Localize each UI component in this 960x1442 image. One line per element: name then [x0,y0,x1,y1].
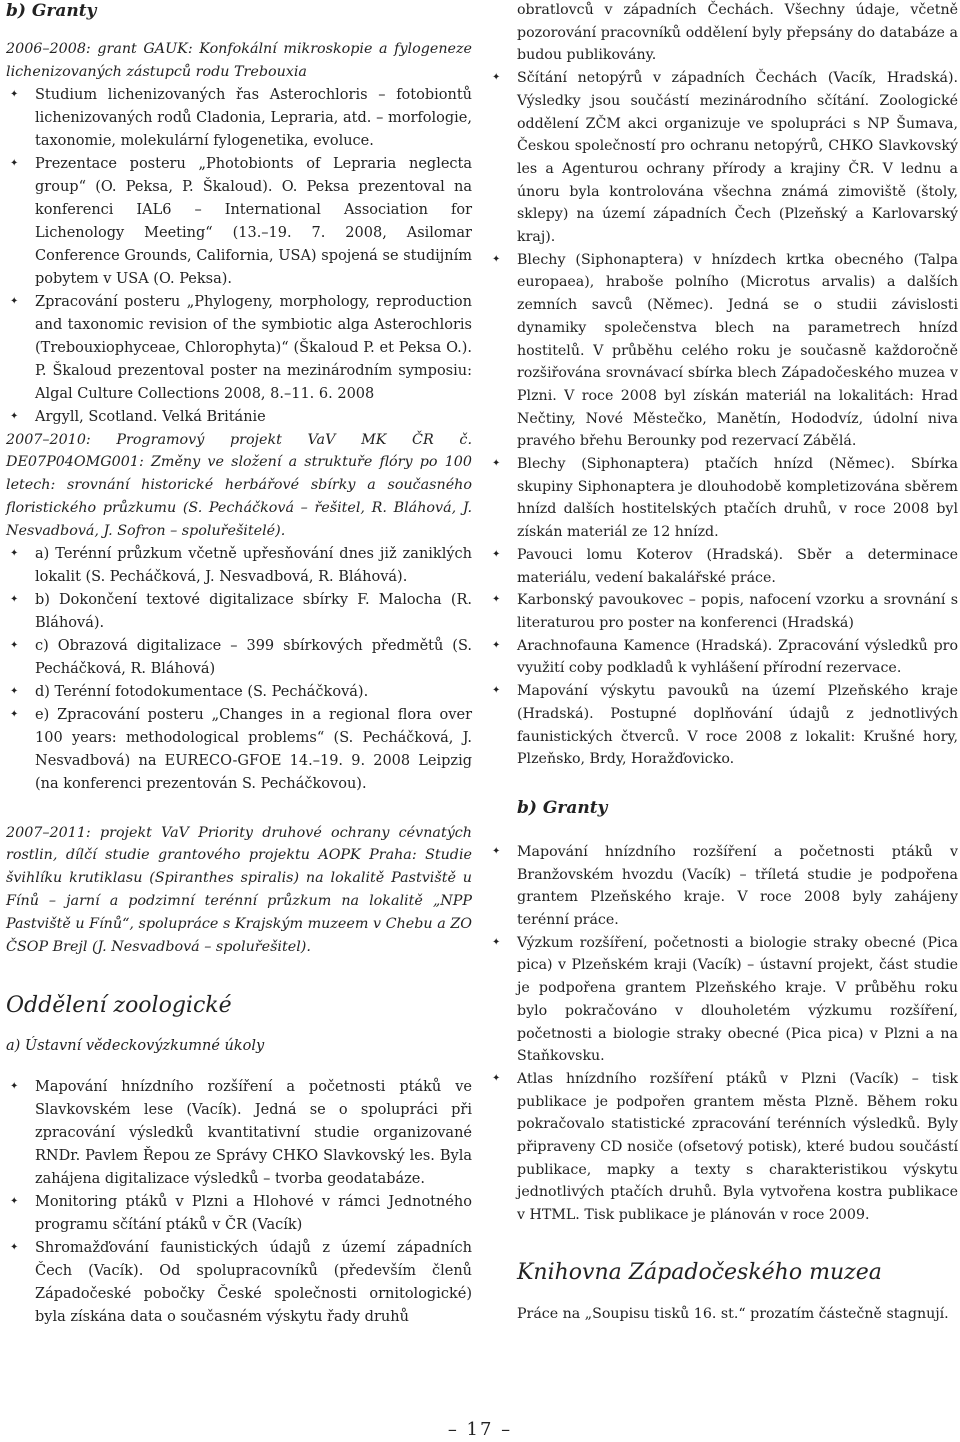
bullet-icon: ✦ [492,548,501,560]
bullet-icon: ✦ [10,1081,19,1093]
grant-gauk-list [6,84,472,429]
bullet-icon: ✦ [492,639,501,651]
list-item: ✦ Studium lichenizovaných řas Asterochloris – fotobiontů lichenizovaných rodů Cladonia, Lepraria, atd. – morfologie, taxonomie, molekulární fylogenetika, evoluce. [6,84,472,153]
list-item: ✦ Karbonský pavoukovec – popis, nafocení vzorku a srovnání s literaturou pro poster na konferenci (Hradská) [488,589,958,634]
continuation-text: obratlovců v západních Čechách. Všechny údaje, včetně pozorování pracovníků oddělení byly přepsány do databáze a budou publikovány. [517,2,958,64]
list-item: ✦ Argyll, Scotland. Velká Británie [6,406,472,429]
zoology-list [6,1076,472,1329]
list-item: ✦ a) Terénní průzkum včetně upřesňování dnes již zaniklých lokalit (S. Pecháčková, J. Nesvadbová, R. Bláhová). [6,543,472,589]
bullet-icon: ✦ [492,458,501,470]
bullet-icon: ✦ [492,72,501,84]
bullet-icon: ✦ [10,1242,19,1254]
bullet-icon: ✦ [492,253,501,265]
list-item: ✦ Arachnofauna Kamence (Hradská). Zpracování výsledků pro využití coby podkladů k vyhlášení přírodní rezervace. [488,635,958,680]
granty-heading: b) Granty [6,1,97,21]
bullet-icon: ✦ [10,410,19,422]
bullet-icon: ✦ [492,845,501,857]
left-column [6,0,472,1329]
right-column [488,0,958,1326]
list-item: ✦ Blechy (Siphonaptera) v hnízdech krtka obecného (Talpa europaea), hraboše polního (Microtus arvalis) a dalších zemních savců (Němec). Jedná se o studii závislosti dynamiky společenstva blech na parametrech hnízd hostitelů. V průběhu celého roku je současně každoročně rozšiřována srovnávací sbírka blech Západočeského muzea v Plzni. V roce 2008 byl získán materiál na lokalitách: Hrad Nečtiny, Nové Městečko, Manětín, Hododvíz, údolní niva pravého břehu Berounky pod rezervací Zábělá. [488,249,958,453]
grant-vav-mk-title: 2007–2010: Programový projekt VaV MK ČR č. DE07P04OMG001: Změny ve složení a struktuře flóry po 100 letech: srovnání historické herbářové sbírky a současného floristického průzkumu (S. Pecháčková – řešitel, R. Bláhová, J. Nesvadbová, J. Sofron – spoluřešitelé). [6,431,472,539]
grant-vav-mk-list [6,543,472,796]
bullet-icon: ✦ [492,936,501,948]
page-number: – 17 – [447,1419,513,1440]
list-item: ✦ Blechy (Siphonaptera) ptačích hnízd (Němec). Sbírka skupiny Siphonaptera je dlouhodobě kompletizována sběrem hnízd dalších hostitelských ptačích druhů, v roce 2008 byl získán materiál ze 12 hnízd. [488,453,958,544]
list-item: ✦ Sčítání netopýrů v západních Čechách (Vacík, Hradská). Výsledky jsou součástí mezinárodního sčítání. Zoologické oddělení ZČM akci organizuje ve spolupráci s NP Šumava, Českou společností pro ochranu netopýrů, CHKO Slavkovský les a Agenturou ochrany přírody a krajiny ČR. V lednu a únoru byla kontrolována všechna známá zimoviště (štoly, sklepy) na území západních Čech (Plzeňský a Karlovarský kraj). [488,67,958,249]
bullet-icon: ✦ [10,1196,19,1208]
zoology-subheading: a) Ústavní vědeckovýzkumné úkoly [6,1038,265,1055]
bullet-icon: ✦ [10,639,19,651]
list-item: ✦ Mapování výskytu pavouků na území Plzeňského kraje (Hradská). Postupné doplňování údajů z jednotlivých faunistických čtverců. V roce 2008 z lokalit: Krušné hory, Plzeňsko, Brdy, Horažďovicko. [488,680,958,771]
list-item: ✦ Mapování hnízdního rozšíření a početnosti ptáků v Branžovském hvozdu (Vacík) – tříletá studie je podpořena grantem Plzeňského kraje. V roce 2008 byly zahájeny terénní práce. [488,841,958,932]
bullet-icon: ✦ [10,685,19,697]
bullet-icon: ✦ [10,295,19,307]
list-item: ✦ Výzkum rozšíření, početnosti a biologie straky obecné (Pica pica) v Plzeňském kraji (Vacík) – ústavní projekt, část studie je podpořena grantem Plzeňského kraje. V průběhu roku bylo pokračováno v dlouholetém výzkumu rozšíření, početnosti a biologie straky obecné (Pica pica) v Plzni a na Staňkovsku. [488,932,958,1068]
bullet-icon: ✦ [492,685,501,697]
bullet-icon: ✦ [10,593,19,605]
bullet-icon: ✦ [492,594,501,606]
grant-vav-priority-title: 2007–2011: projekt VaV Priority druhové ochrany cévnatých rostlin, dílčí studie grantového projektu AOPK Praha: Studie švihlíku krutiklasu (Spiranthes spiralis) na lokalitě Pastviště u Fínů – jarní a podzimní terénní průzkum na lokalitě „NPP Pastviště u Fínů“, spolupráce s Krajským muzeem v Chebu a ZO ČSOP Brejl (J. Nesvadbová – spoluřešitel). [6,824,472,955]
list-item: ✦ e) Zpracování posteru „Changes in a regional flora over 100 years: methodological problems“ (S. Pecháčková, J. Nesvadbová) na EURECO-GFOE 14.–19. 9. 2008 Leipzig (na konferenci prezentován S. Pecháčkovou). [6,704,472,796]
bullet-icon: ✦ [492,1072,501,1084]
zoology-heading: Oddělení zoologické [6,993,232,1019]
list-item: ✦ Monitoring ptáků v Plzni a Hlohové v rámci Jednotného programu sčítání ptáků v ČR (Vacík) [6,1191,472,1237]
list-item: ✦ Zpracování posteru „Phylogeny, morphology, reproduction and taxonomic revision of the symbiotic alga Asterochloris (Trebouxiophyceae, Chlorophyta)“ (Škaloud P. et Peksa O.). P. Škaloud prezentoval poster na mezinárodním symposiu: Algal Culture Collections 2008, 8.–11. 6. 2008 [6,291,472,406]
grant-gauk-title: 2006–2008: grant GAUK: Konfokální mikroskopie a fylogeneze lichenizovaných zástupců rodu Trebouxia [6,41,472,80]
list-item: ✦ Shromažďování faunistických údajů z území západních Čech (Vacík). Od spolupracovníků (především členů Západočeské pobočky České společnosti ornitologické) byla získána data o současném výskytu řady druhů [6,1237,472,1329]
list-item: ✦ Pavouci lomu Koterov (Hradská). Sběr a determinace materiálu, vedení bakalářské práce. [488,544,958,589]
list-item: ✦ c) Obrazová digitalizace – 399 sbírkových předmětů (S. Pecháčková, R. Bláhová) [6,635,472,681]
list-item: ✦ d) Terénní fotodokumentace (S. Pecháčková). [6,681,472,704]
list-item: ✦ b) Dokončení textové digitalizace sbírky F. Malocha (R. Bláhová). [6,589,472,635]
library-heading: Knihovna Západočeského muzea [517,1259,882,1285]
granty-heading-right: b) Granty [517,797,608,818]
list-item: ✦ Atlas hnízdního rozšíření ptáků v Plzni (Vacík) – tisk publikace je podpořen grantem města Plzně. Během roku pokračovalo statistické zpracování terénních výsledků. Byly připraveny CD nosiče (ofsetový potisk), které budou součástí publikace, mapky a texty s charakteristikou výskytu jednotlivých ptačích druhů. Byla vytvořena kostra publikace v HTML. Tisk publikace je plánován v roce 2009. [488,1068,958,1227]
list-item: ✦ Prezentace posteru „Photobionts of Lepraria neglecta group“ (O. Peksa, P. Škaloud). O. Peksa prezentoval na konferenci IAL6 – International Association for Lichenology Meeting“ (13.–19. 7. 2008, Asilomar Conference Grounds, California, USA) spojená se studijním pobytem v USA (O. Peksa). [6,153,472,291]
bullet-icon: ✦ [10,547,19,559]
zoology-list-continued [488,67,958,771]
granty-list-right [488,841,958,1227]
bullet-icon: ✦ [10,708,19,720]
list-item: ✦ Mapování hnízdního rozšíření a početnosti ptáků ve Slavkovském lese (Vacík). Jedná se o spolupráci při zpracování výsledků kvantitativní studie organizované RNDr. Pavlem Řepou ze Správy CHKO Slavkovský les. Byla zahájena digitalizace výsledků – tvorba geodatabáze. [6,1076,472,1191]
library-text: Práce na „Soupisu tisků 16. st.“ prozatím částečně stagnují. [517,1305,949,1322]
bullet-icon: ✦ [10,157,19,169]
bullet-icon: ✦ [10,88,19,100]
